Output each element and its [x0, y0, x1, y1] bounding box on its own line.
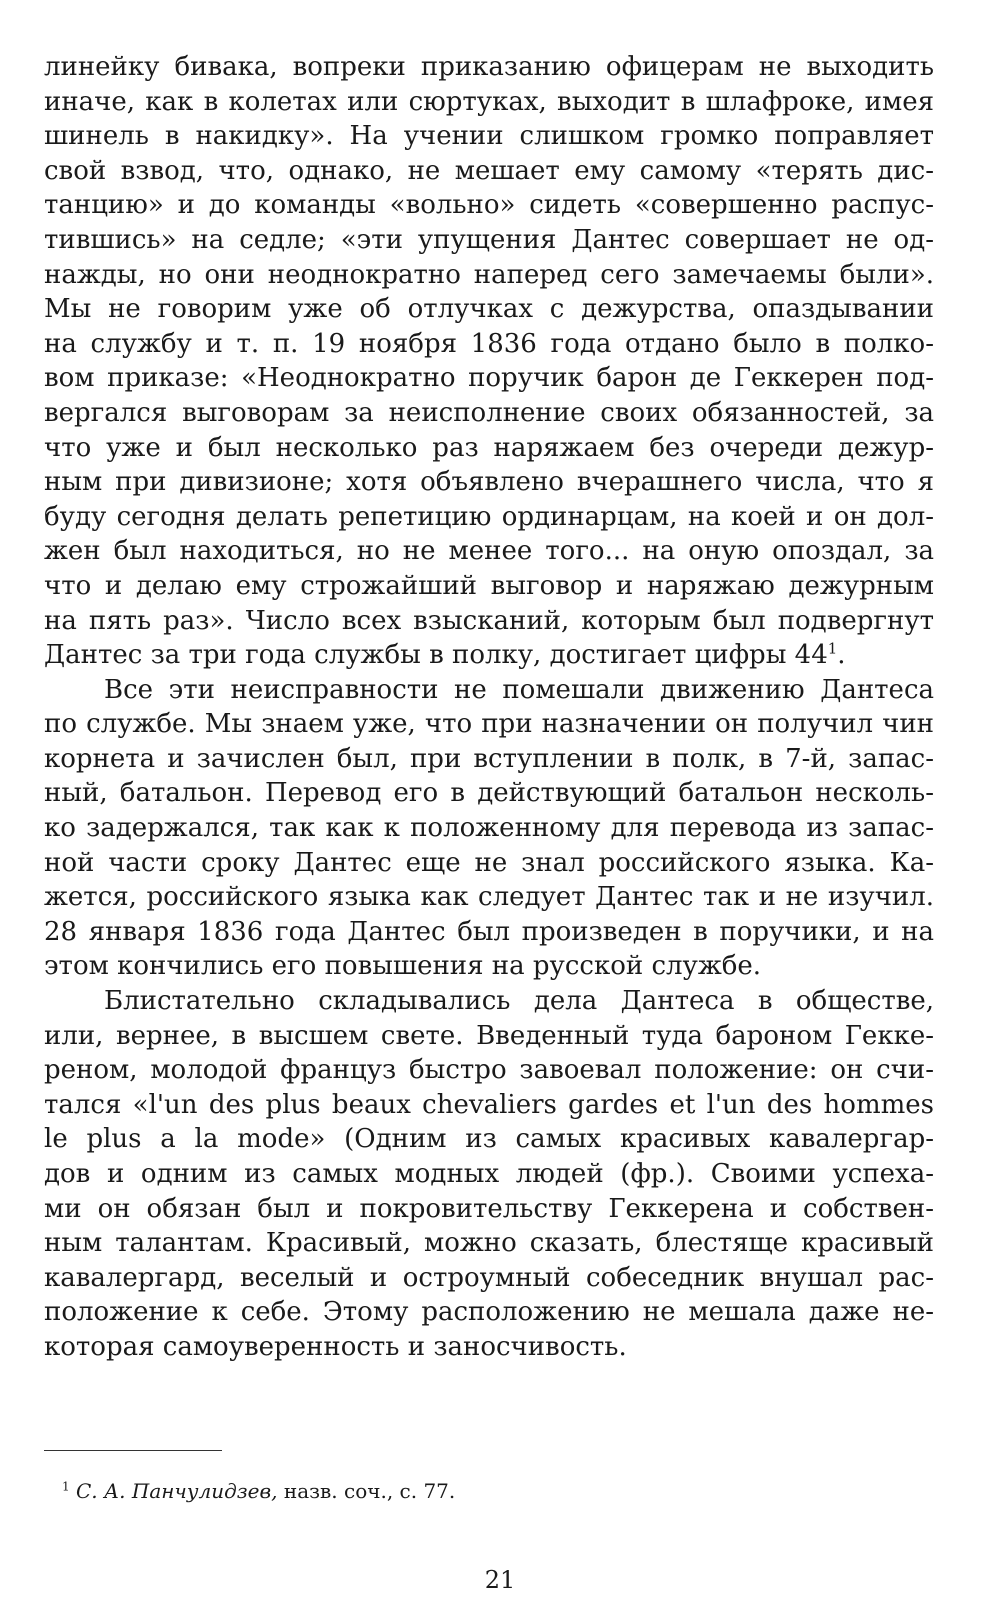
footnote — [62, 1478, 455, 1504]
paragraph-3 — [44, 984, 934, 1365]
text-line: кавалергард, веселый и остроумный собеседник внушал рас- — [44, 1262, 934, 1293]
text-line: вом приказе: «Неоднократно поручик барон де Геккерен под- — [44, 363, 934, 394]
text-line: на пять раз». Число всех взысканий, которым был подвергнут — [44, 605, 934, 636]
text-line: что и делаю ему строжайший выговор и наряжаю дежурным — [44, 570, 934, 601]
text-line: ной части сроку Дантес еще не знал российского языка. Ка- — [44, 847, 934, 878]
text-line: ным талантам. Красивый, можно сказать, блестяще красивый — [44, 1228, 934, 1259]
text-line: иначе, как в колетах или сюртуках, выходит в шлафроке, имея — [44, 86, 934, 117]
text-line: или, вернее, в высшем свете. Введенный туда бароном Гекке- — [44, 1020, 934, 1051]
footnote-number: 1 — [62, 1479, 70, 1494]
text-line: 28 января 1836 года Дантес был произведен в поручики, и на — [44, 916, 934, 947]
text-line: танцию» и до команды «вольно» сидеть «совершенно распус- — [44, 190, 934, 221]
text-line: корнета и зачислен был, при вступлении в полк, в 7-й, запас- — [44, 743, 934, 774]
text-line: Мы не говорим уже об отлучках с дежурства, опаздывании — [44, 294, 934, 325]
text-line: реном, молодой француз быстро завоевал положение: он счи- — [44, 1055, 934, 1086]
text-line: этом кончились его повышения на русской службе. — [44, 951, 762, 982]
page-number: 21 — [484, 1566, 516, 1594]
paragraph-1 — [44, 50, 934, 673]
text-line: Дантес за три года службы в полку, достигает цифры 44 — [44, 640, 828, 671]
text-line: на службу и т. п. 19 ноября 1836 года отдано было в полко- — [44, 328, 934, 359]
text-line: жется, российского языка как следует Дантес так и не изучил. — [44, 882, 934, 913]
text-line: буду сегодня делать репетицию ординарцам, на коей и он дол- — [44, 501, 934, 532]
text-line: ко задержался, так как к положенному для перевода из запас- — [44, 813, 934, 844]
text-line: которая самоуверенность и заносчивость. — [44, 1331, 627, 1362]
text-line: ным при дивизионе; хотя объявлено вчерашнего числа, что я — [44, 467, 934, 498]
text-line: жен был находиться, но не менее того... на оную опоздал, за — [44, 536, 934, 567]
text-line: тившись» на седле; «эти упущения Дантес совершает не од- — [44, 224, 934, 255]
footnote-reference[interactable]: 1 — [827, 639, 838, 658]
text-line: вергался выговорам за неисполнение своих обязанностей, за — [44, 397, 934, 428]
text-line: ный, батальон. Перевод его в действующий батальон несколь- — [44, 778, 934, 809]
footnote-author: С. А. Панчулидзев, — [76, 1479, 278, 1503]
text-line: le plus a la mode» (Одним из самых красивых кавалергар- — [44, 1124, 934, 1155]
text-line: что уже и был несколько раз наряжаем без очереди дежур- — [44, 432, 934, 463]
text-line: Все эти неисправности не помешали движению Дантеса — [104, 674, 934, 705]
sentence-period: . — [837, 640, 846, 671]
text-line: положение к себе. Этому расположению не мешала даже не- — [44, 1297, 934, 1328]
text-line: свой взвод, что, однако, не мешает ему самому «терять дис- — [44, 155, 934, 186]
footnote-text: назв. соч., с. 77. — [277, 1479, 456, 1503]
text-line: по службе. Мы знаем уже, что при назначении он получил чин — [44, 709, 934, 740]
text-line: шинель в накидку». На учении слишком громко поправляет — [44, 121, 934, 152]
text-line: дов и одним из самых модных людей (фр.). Своими успеха- — [44, 1159, 934, 1189]
paragraph-2 — [44, 673, 934, 984]
text-line-last — [44, 638, 934, 673]
text-line: Блистательно складывались дела Дантеса в обществе, — [104, 986, 934, 1017]
text-line: линейку бивака, вопреки приказанию офицерам не выходить — [44, 52, 934, 82]
footnote-divider — [44, 1450, 222, 1451]
text-line: нажды, но они неоднократно наперед сего замечаемы были». — [44, 259, 934, 290]
text-line: тался «l'un des plus beaux chevaliers gardes et l'un des hommes — [44, 1089, 934, 1120]
text-line: ми он обязан был и покровительству Геккерена и собствен- — [44, 1193, 934, 1224]
main-text — [44, 50, 934, 1365]
